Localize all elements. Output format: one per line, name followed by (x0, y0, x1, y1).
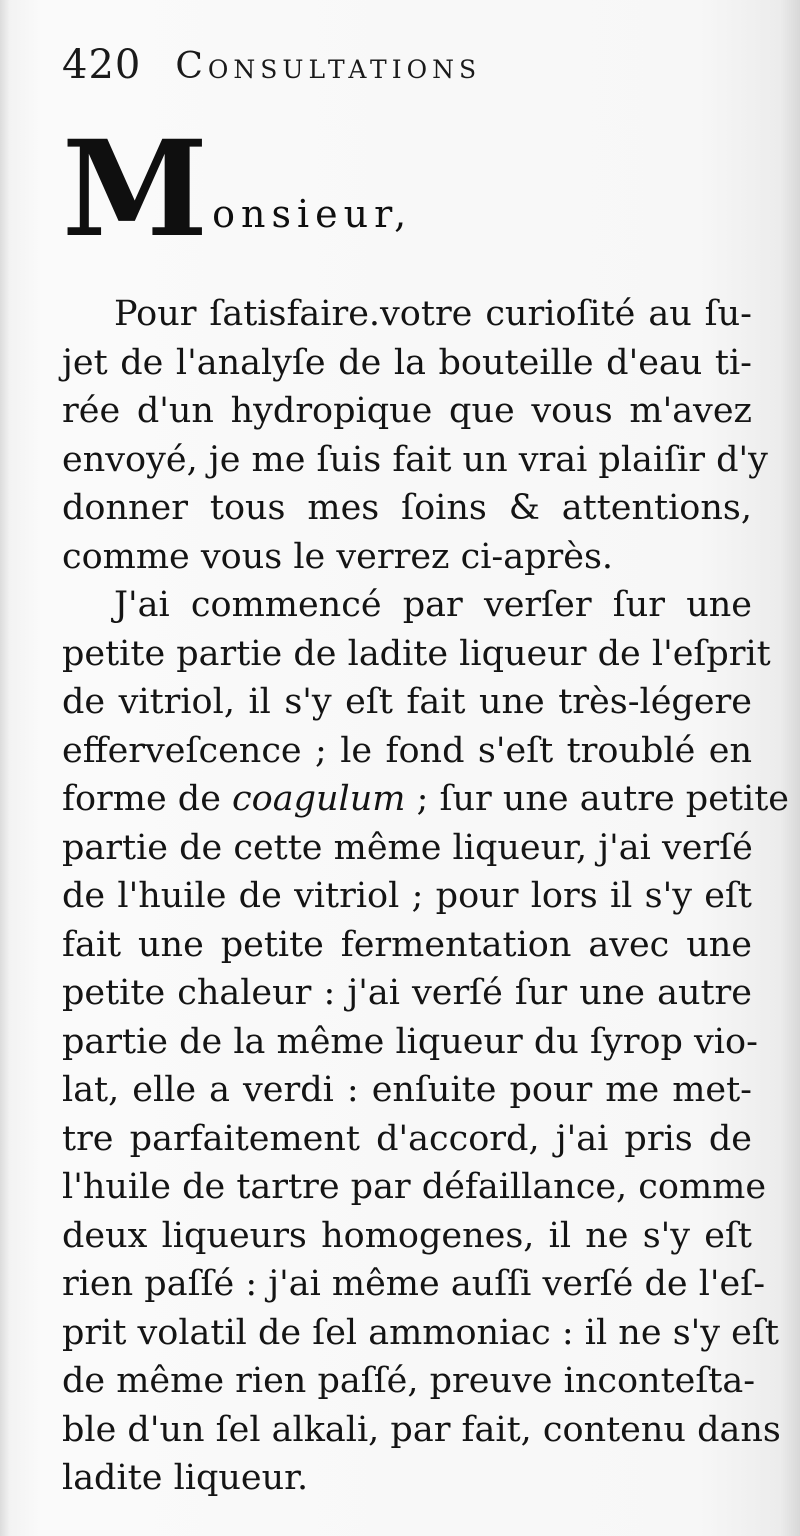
text-line: tre parfaitement d'accord, j'ai pris de (62, 1118, 752, 1159)
paragraph (62, 581, 789, 1503)
text-segment: ; ſur une autre petite (405, 779, 789, 819)
text-line: lat, elle a verdi : enſuite pour me met- (62, 1070, 752, 1110)
text-line: partie de la même liqueur du ſyrop vio- (62, 1021, 758, 1062)
salutation-text: onsieur, (212, 192, 413, 236)
drop-cap-initial: M (62, 112, 207, 267)
text-line: efferveſcence ; le fond s'eſt troublé en (62, 730, 752, 771)
text-line: de l'huile de vitriol ; pour lors il s'y eſt (62, 876, 752, 916)
text-line: petite partie de ladite liqueur de l'eſprit (62, 633, 771, 674)
text-line: de même rien paſſé, preuve inconteſta- (62, 1361, 756, 1401)
text-line (62, 775, 789, 824)
text-line: fait une petite fermentation avec une (62, 924, 752, 965)
text-segment: forme de (62, 779, 233, 819)
salutation (62, 112, 413, 267)
text-line: Pour ſatisfaire.votre curioſité au ſu- (114, 294, 752, 334)
running-title: Consultations (175, 46, 482, 87)
text-line: rée d'un hydropique que vous m'avez (62, 391, 752, 431)
text-line: l'huile de tartre par défaillance, comme (62, 1167, 767, 1207)
page-number: 420 (62, 42, 142, 88)
text-line: ble d'un ſel alkali, par fait, contenu dans (62, 1409, 781, 1450)
text-line: deux liqueurs homogenes, il ne s'y eſt (62, 1215, 752, 1256)
text-line: rien paſſé : j'ai même auſſi verſé de l'eſ- (62, 1264, 766, 1304)
body-text (62, 290, 789, 1503)
text-line: prit volatil de ſel ammoniac : il ne s'y eſt (62, 1312, 779, 1353)
paragraph (62, 290, 768, 581)
text-line: envoyé, je me ſuis fait un vrai plaiſir d'y (62, 439, 768, 480)
italic-term: coagulum (232, 779, 406, 819)
text-line: petite chaleur : j'ai verſé ſur une autre (62, 973, 752, 1013)
text-line: J'ai commencé par verſer ſur une (114, 585, 752, 625)
text-line: comme vous le verrez ci-après. (62, 536, 614, 577)
text-line: donner tous mes ſoins & attentions, (62, 488, 752, 528)
text-line: jet de l'analyſe de la bouteille d'eau ti- (62, 342, 752, 383)
text-line: ladite liqueur. (62, 1458, 309, 1498)
text-line: partie de cette même liqueur, j'ai verſé (62, 827, 753, 868)
text-line: de vitriol, il s'y eſt fait une très-légere (62, 682, 752, 722)
page-header (62, 42, 481, 102)
